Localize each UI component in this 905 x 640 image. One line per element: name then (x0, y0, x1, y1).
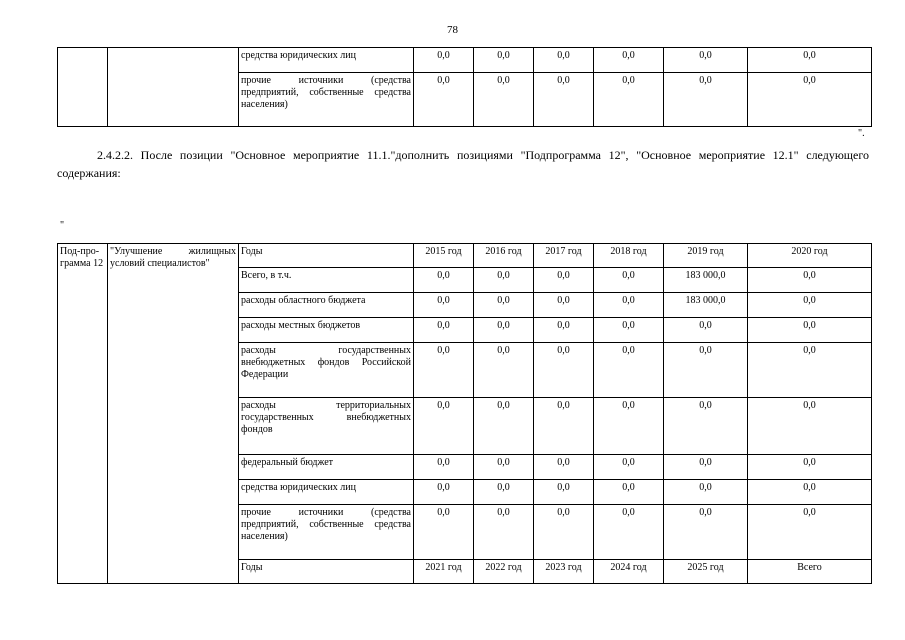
row-label: Всего, в т.ч. (239, 268, 414, 293)
value-cell: 0,0 (474, 505, 534, 560)
value-cell: 0,0 (414, 318, 474, 343)
value-cell: 0,0 (414, 480, 474, 505)
header-row (58, 244, 872, 268)
year-header: 2023 год (534, 560, 594, 584)
value-cell: 0,0 (664, 398, 748, 455)
value-cell: 0,0 (594, 48, 664, 73)
value-cell: 0,0 (414, 455, 474, 480)
amendment-paragraph: 2.4.2.2. После позиции "Основное мероприятие 11.1."дополнить позициями "Подпрограмма 12", "Основное мероприятие 12.1" следующего содержания: (57, 148, 869, 180)
closing-quote: ". (858, 128, 865, 139)
value-cell: 0,0 (474, 268, 534, 293)
table-row (58, 48, 872, 73)
value-cell: 0,0 (748, 48, 872, 73)
header-label: Годы (239, 244, 414, 268)
program-label: Под-про-грамма 12 (58, 244, 108, 584)
value-cell: 0,0 (594, 293, 664, 318)
year-header: 2022 год (474, 560, 534, 584)
year-header: 2024 год (594, 560, 664, 584)
value-cell: 0,0 (748, 268, 872, 293)
value-cell: 0,0 (474, 455, 534, 480)
year-header: Всего (748, 560, 872, 584)
value-cell: 0,0 (594, 455, 664, 480)
year-header: 2020 год (748, 244, 872, 268)
value-cell: 0,0 (594, 505, 664, 560)
value-cell: 0,0 (474, 73, 534, 127)
value-cell: 183 000,0 (664, 268, 748, 293)
value-cell: 0,0 (534, 73, 594, 127)
value-cell: 0,0 (414, 73, 474, 127)
value-cell: 0,0 (594, 343, 664, 398)
value-cell: 0,0 (748, 318, 872, 343)
value-cell: 0,0 (594, 398, 664, 455)
row-label: средства юридических лиц (239, 480, 414, 505)
value-cell: 0,0 (534, 268, 594, 293)
value-cell: 0,0 (594, 268, 664, 293)
year-header: 2021 год (414, 560, 474, 584)
value-cell: 0,0 (414, 505, 474, 560)
empty-cell (108, 48, 239, 127)
year-header: 2015 год (414, 244, 474, 268)
value-cell: 0,0 (414, 268, 474, 293)
value-cell: 0,0 (664, 505, 748, 560)
value-cell: 0,0 (664, 343, 748, 398)
year-header: 2016 год (474, 244, 534, 268)
empty-cell (58, 48, 108, 127)
value-cell: 0,0 (414, 343, 474, 398)
row-label: федеральный бюджет (239, 455, 414, 480)
year-header: 2018 год (594, 244, 664, 268)
value-cell: 0,0 (534, 48, 594, 73)
value-cell: 0,0 (748, 293, 872, 318)
value-cell: 0,0 (474, 480, 534, 505)
value-cell: 183 000,0 (664, 293, 748, 318)
value-cell: 0,0 (664, 48, 748, 73)
value-cell: 0,0 (748, 455, 872, 480)
value-cell: 0,0 (534, 343, 594, 398)
value-cell: 0,0 (748, 480, 872, 505)
value-cell: 0,0 (748, 343, 872, 398)
program-name: "Улучшение жилищных условий специалистов" (108, 244, 239, 584)
row-label: расходы территориальных государственных внебюджетных фондов (239, 398, 414, 455)
value-cell: 0,0 (534, 455, 594, 480)
row-label: прочие источники (средства предприятий, собственные средства населения) (239, 505, 414, 560)
value-cell: 0,0 (748, 398, 872, 455)
value-cell: 0,0 (534, 505, 594, 560)
value-cell: 0,0 (474, 343, 534, 398)
row-label: расходы государственных внебюджетных фондов Российской Федерации (239, 343, 414, 398)
row-label: расходы местных бюджетов (239, 318, 414, 343)
top-table (57, 47, 872, 127)
value-cell: 0,0 (414, 398, 474, 455)
page-number: 78 (447, 24, 458, 36)
value-cell: 0,0 (664, 73, 748, 127)
subprogram-table (57, 243, 872, 584)
value-cell: 0,0 (414, 48, 474, 73)
value-cell: 0,0 (664, 455, 748, 480)
value-cell: 0,0 (594, 480, 664, 505)
value-cell: 0,0 (474, 293, 534, 318)
value-cell: 0,0 (748, 505, 872, 560)
year-header: 2019 год (664, 244, 748, 268)
value-cell: 0,0 (474, 318, 534, 343)
value-cell: 0,0 (664, 318, 748, 343)
opening-quote: " (60, 220, 65, 231)
value-cell: 0,0 (534, 480, 594, 505)
footer-label: Годы (239, 560, 414, 584)
year-header: 2025 год (664, 560, 748, 584)
value-cell: 0,0 (534, 293, 594, 318)
row-label: средства юридических лиц (239, 48, 414, 73)
value-cell: 0,0 (414, 293, 474, 318)
value-cell: 0,0 (664, 480, 748, 505)
year-header: 2017 год (534, 244, 594, 268)
value-cell: 0,0 (594, 318, 664, 343)
row-label: расходы областного бюджета (239, 293, 414, 318)
value-cell: 0,0 (474, 398, 534, 455)
value-cell: 0,0 (594, 73, 664, 127)
value-cell: 0,0 (474, 48, 534, 73)
row-label: прочие источники (средства предприятий, собственные средства населения) (239, 73, 414, 127)
value-cell: 0,0 (534, 398, 594, 455)
value-cell: 0,0 (534, 318, 594, 343)
value-cell: 0,0 (748, 73, 872, 127)
